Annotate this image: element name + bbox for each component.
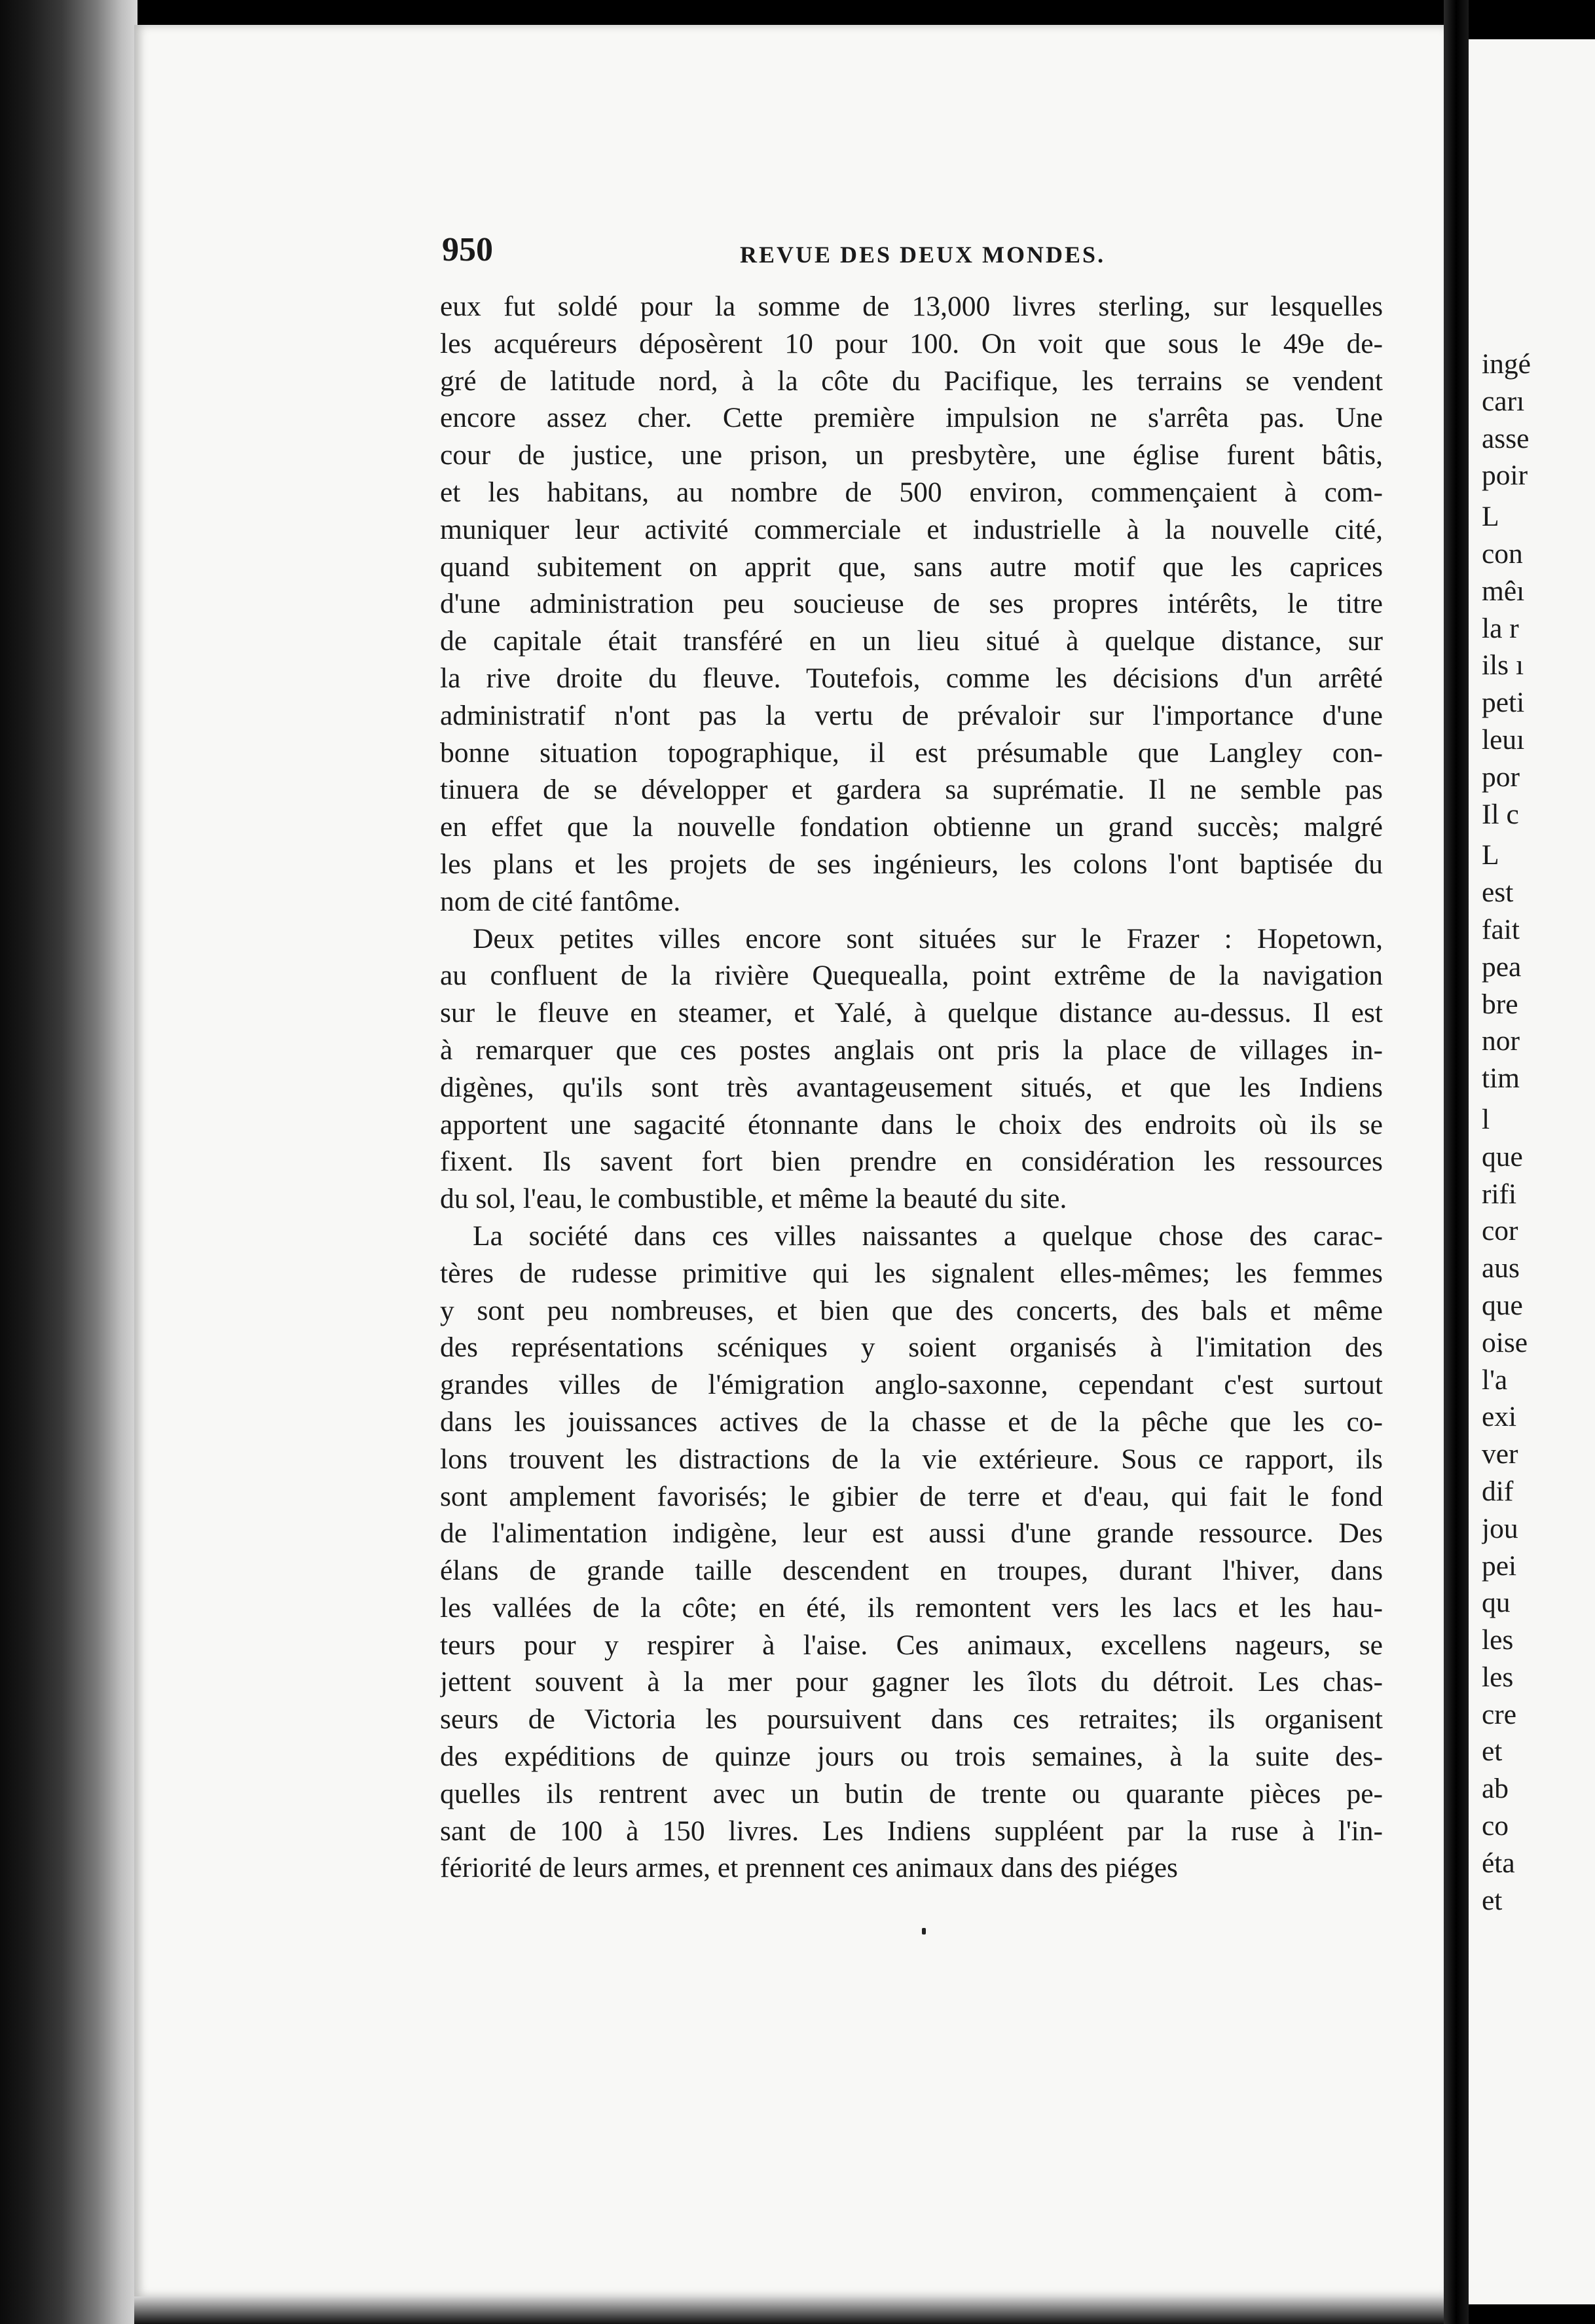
right-page-fragment: mêı	[1482, 575, 1525, 607]
right-page-fragment: leuı	[1482, 723, 1525, 755]
right-page-fragment: ils ı	[1482, 649, 1524, 681]
right-page-fragment: ver	[1482, 1438, 1518, 1470]
right-page-fragment: et	[1482, 1735, 1503, 1768]
right-page-fragment: cor	[1482, 1215, 1518, 1247]
text-line: sur le fleuve en steamer, et Yalé, à quelque distance au-dessus. Il est	[440, 997, 1383, 1029]
running-title: REVUE DES DEUX MONDES.	[740, 242, 1106, 268]
right-page-fragment: poir	[1482, 460, 1528, 492]
book-binding-edge	[0, 0, 138, 2324]
text-line: teurs pour y respirer à l'aise. Ces animaux, excellens nageurs, se	[440, 1629, 1383, 1661]
text-line: sant de 100 à 150 livres. Les Indiens suppléent par la ruse à l'in-	[440, 1815, 1383, 1847]
text-line: en effet que la nouvelle fondation obtienne un grand succès; malgré	[440, 811, 1383, 843]
right-page-fragment: por	[1482, 761, 1520, 793]
text-line: fériorité de leurs armes, et prennent ces animaux dans des piéges	[440, 1852, 1178, 1884]
text-line: la rive droite du fleuve. Toutefois, comme les décisions d'un arrêté	[440, 662, 1383, 694]
text-line: apportent une sagacité étonnante dans le choix des endroits où ils se	[440, 1108, 1383, 1140]
right-page-fragment: aus	[1482, 1252, 1520, 1284]
text-line: nom de cité fantôme.	[440, 885, 681, 917]
text-line: tères de rudesse primitive qui les signalent elles-mêmes; les femmes	[440, 1257, 1383, 1289]
text-line: eux fut soldé pour la somme de 13,000 livres sterling, sur lesquelles	[440, 291, 1383, 322]
text-line: et les habitans, au nombre de 500 environ, commençaient à com-	[440, 476, 1383, 508]
text-line: encore assez cher. Cette première impulsion ne s'arrêta pas. Une	[440, 402, 1383, 434]
right-page-fragment: est	[1482, 877, 1514, 909]
text-line: du sol, l'eau, le combustible, et même la beauté du site.	[440, 1183, 1067, 1215]
right-page-fragment: asse	[1482, 422, 1530, 454]
right-page	[1469, 39, 1595, 2304]
text-line: muniquer leur activité commerciale et industrielle à la nouvelle cité,	[440, 513, 1383, 545]
right-page-fragment: cre	[1482, 1698, 1517, 1730]
text-line: grandes villes de l'émigration anglo-saxonne, cependant c'est surtout	[440, 1369, 1383, 1401]
text-line: d'une administration peu soucieuse de ses propres intérêts, le titre	[440, 588, 1383, 620]
text-line: fixent. Ils savent fort bien prendre en considération les ressources	[440, 1146, 1383, 1178]
text-line: sont amplement favorisés; le gibier de terre et d'eau, qui fait le fond	[440, 1480, 1383, 1512]
text-line: de l'alimentation indigène, leur est aussi d'une grande ressource. Des	[440, 1517, 1383, 1550]
right-page-fragment: bre	[1482, 988, 1518, 1020]
right-page-fragment: Il c	[1482, 798, 1519, 830]
text-line: La société dans ces villes naissantes a quelque chose des carac-	[473, 1220, 1383, 1252]
text-line: les acquéreurs déposèrent 10 pour 100. On voit que sous le 49e de-	[440, 327, 1383, 359]
right-page-fragment: pea	[1482, 951, 1522, 983]
page-number: 950	[442, 231, 493, 268]
right-page-fragment: oise	[1482, 1326, 1528, 1358]
text-line: Deux petites villes encore sont situées sur le Frazer : Hopetown,	[473, 922, 1383, 954]
right-page-fragment: que	[1482, 1289, 1523, 1321]
right-page-fragment: dif	[1482, 1475, 1514, 1507]
right-page-fragment: peti	[1482, 687, 1525, 719]
text-line: tinuera de se développer et gardera sa suprématie. Il ne semble pas	[440, 774, 1383, 806]
text-line: administratif n'ont pas la vertu de prévaloir sur l'importance d'une	[440, 699, 1383, 731]
text-line: y sont peu nombreuses, et bien que des concerts, des bals et même	[440, 1294, 1383, 1326]
right-page-fragment: éta	[1482, 1847, 1515, 1879]
right-page-fragment: con	[1482, 537, 1523, 570]
right-page-fragment: L	[1482, 501, 1499, 533]
text-line: digènes, qu'ils sont très avantageusement situés, et que les Indiens	[440, 1071, 1383, 1103]
text-line: de capitale était transféré en un lieu situé à quelque distance, sur	[440, 625, 1383, 657]
right-page-fragment: fait	[1482, 913, 1520, 945]
text-line: à remarquer que ces postes anglais ont pris la place de villages in-	[440, 1034, 1383, 1066]
right-page-fragment: l	[1482, 1103, 1490, 1135]
text-line: des expéditions de quinze jours ou trois semaines, à la suite des-	[440, 1741, 1383, 1773]
text-line: quelles ils rentrent avec un butin de trente ou quarante pièces pe-	[440, 1777, 1383, 1809]
right-page-fragment: la r	[1482, 612, 1519, 644]
text-line: gré de latitude nord, à la côte du Pacifique, les terrains se vendent	[440, 365, 1383, 397]
text-line: seurs de Victoria les poursuivent dans ces retraites; ils organisent	[440, 1703, 1383, 1735]
right-page-fragment: co	[1482, 1810, 1509, 1842]
text-line: au confluent de la rivière Quequealla, point extrême de la navigation	[440, 960, 1383, 992]
right-page-fragment: les	[1482, 1661, 1514, 1693]
right-page-fragment: carı	[1482, 385, 1525, 417]
right-page-fragment: L	[1482, 839, 1499, 871]
right-page-fragment: pei	[1482, 1550, 1517, 1582]
text-line: les plans et les projets de ses ingénieurs, les colons l'ont baptisée du	[440, 848, 1383, 880]
right-page-fragment: tim	[1482, 1062, 1520, 1095]
ink-speck	[922, 1928, 926, 1934]
right-page-fragment: l'a	[1482, 1364, 1508, 1396]
right-page-fragment: rifi	[1482, 1178, 1517, 1210]
text-line: les vallées de la côte; en été, ils remontent vers les lacs et les hau-	[440, 1591, 1383, 1624]
text-line: cour de justice, une prison, un presbytère, une église furent bâtis,	[440, 439, 1383, 471]
right-page-fragment: ab	[1482, 1773, 1509, 1805]
right-page-fragment: ingé	[1482, 348, 1531, 380]
right-page-fragment: et	[1482, 1884, 1503, 1916]
body-text	[440, 288, 1383, 1887]
page-gutter	[1444, 0, 1469, 2324]
page-bottom-edge	[134, 2297, 1444, 2324]
page-header	[442, 230, 1391, 283]
right-page-fragment: nor	[1482, 1025, 1520, 1057]
text-line: des représentations scéniques y soient organisés à l'imitation des	[440, 1332, 1383, 1364]
right-page-fragment: que	[1482, 1140, 1523, 1172]
text-line: élans de grande taille descendent en troupes, durant l'hiver, dans	[440, 1555, 1383, 1587]
text-line: lons trouvent les distractions de la vie extérieure. Sous ce rapport, ils	[440, 1443, 1383, 1475]
right-page-fragment: exi	[1482, 1401, 1517, 1433]
text-line: jettent souvent à la mer pour gagner les îlots du détroit. Les chas-	[440, 1666, 1383, 1698]
right-page-fragment: jou	[1482, 1512, 1518, 1544]
right-page-text-fragments	[1482, 346, 1595, 1919]
right-page-fragment: qu	[1482, 1587, 1511, 1619]
right-page-fragment: les	[1482, 1624, 1514, 1656]
text-line: bonne situation topographique, il est présumable que Langley con-	[440, 736, 1383, 769]
text-line: quand subitement on apprit que, sans autre motif que les caprices	[440, 551, 1383, 583]
text-line: dans les jouissances actives de la chasse et de la pêche que les co-	[440, 1406, 1383, 1438]
